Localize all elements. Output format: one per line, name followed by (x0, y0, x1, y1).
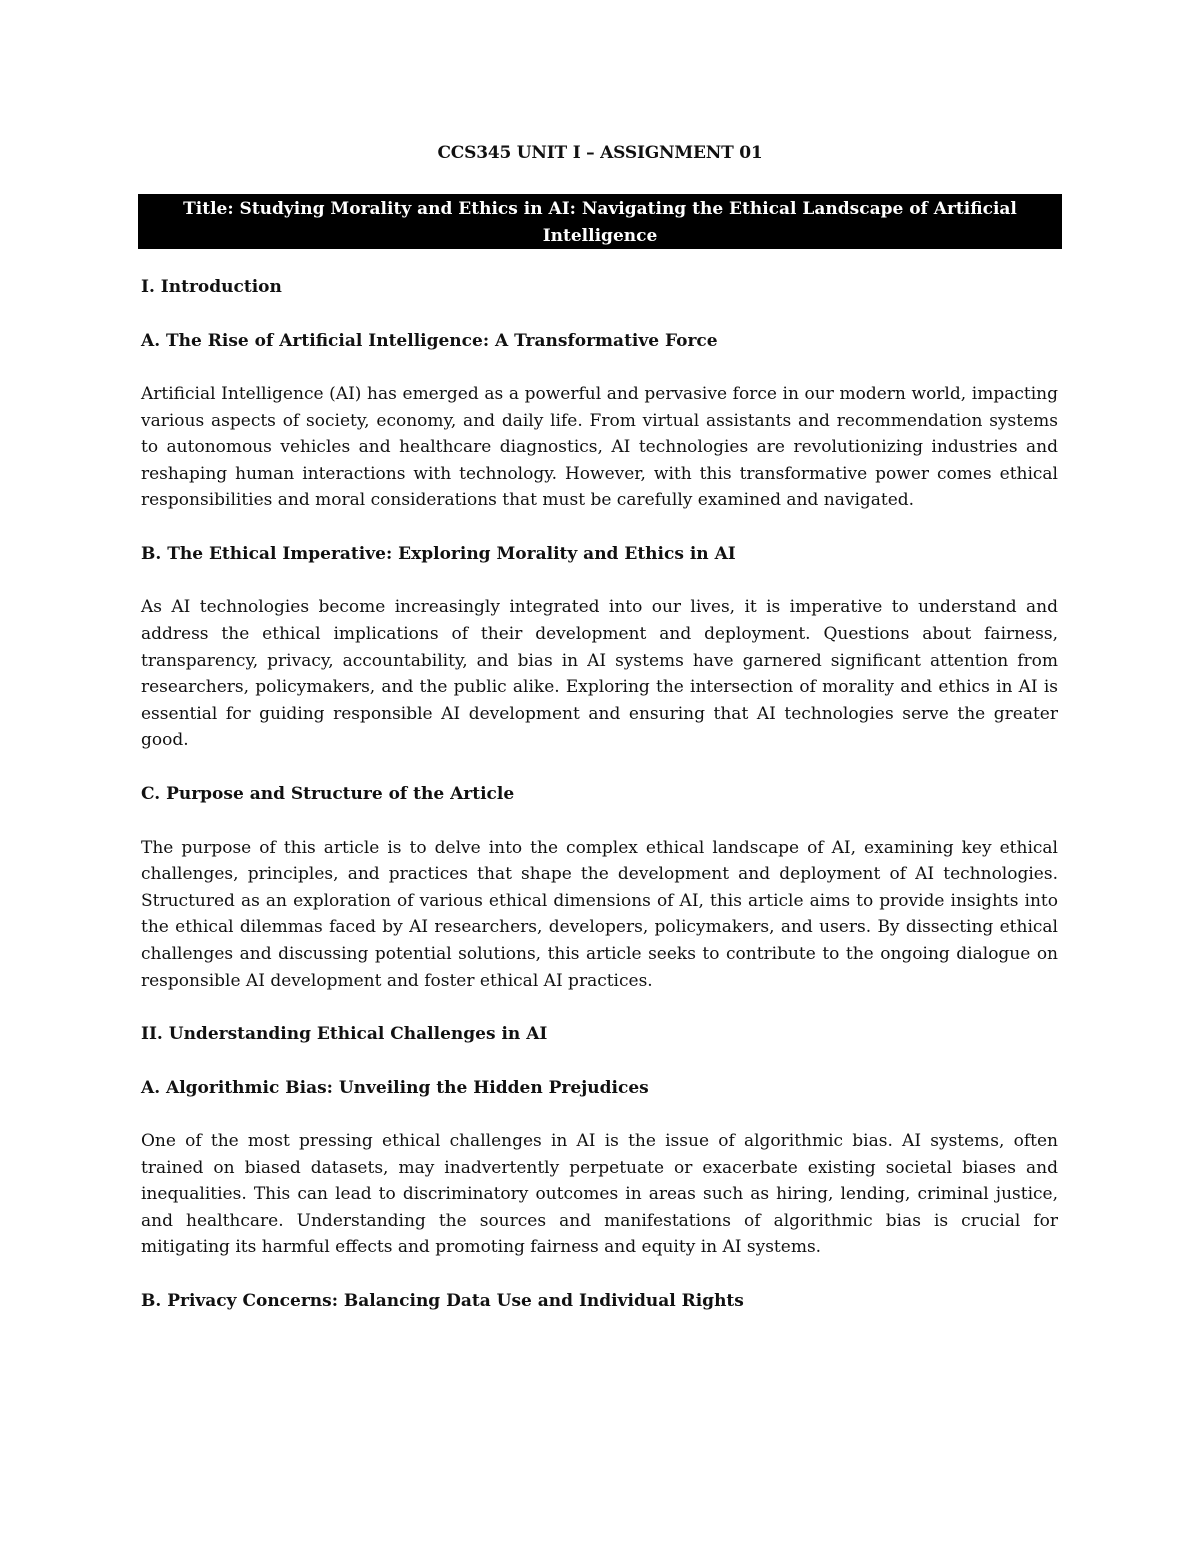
subsection-heading-privacy-concerns: B. Privacy Concerns: Balancing Data Use and Individual Rights (141, 1291, 744, 1312)
section-heading-introduction: I. Introduction (141, 277, 282, 297)
document-body (141, 274, 1058, 1315)
document-header: CCS345 UNIT I – ASSIGNMENT 01 (437, 143, 763, 163)
paragraph-ethical-imperative: As AI technologies become increasingly integrated into our lives, it is imperative to understand and address the ethical implications of their development and deployment. Questions about fairness, transparency, privacy, accountability, and bias in AI systems have garnered significant attention from researchers, policymakers, and the public alike. Exploring the intersection of morality and ethics in AI is essential for guiding responsible AI development and ensuring that AI technologies serve the greater good. (141, 597, 1058, 751)
subsection-heading-ethical-imperative: B. The Ethical Imperative: Exploring Morality and Ethics in AI (141, 543, 736, 564)
paragraph-rise-of-ai: Artificial Intelligence (AI) has emerged as a powerful and pervasive force in our modern world, impacting various aspects of society, economy, and daily life. From virtual assistants and recommendation systems to autonomous vehicles and healthcare diagnostics, AI technologies are revolutionizing industries and reshaping human interactions with technology. However, with this transformative power comes ethical responsibilities and moral considerations that must be carefully examined and navigated. (141, 384, 1058, 511)
paragraph-purpose-structure: The purpose of this article is to delve into the complex ethical landscape of AI, examining key ethical challenges, principles, and practices that shape the development and deployment of AI technologies. Structured as an exploration of various ethical dimensions of AI, this article aims to provide insights into the ethical dilemmas faced by AI researchers, developers, policymakers, and users. By dissecting ethical challenges and discussing potential solutions, this article seeks to contribute to the ongoing dialogue on responsible AI development and foster ethical AI practices. (141, 837, 1058, 991)
subsection-heading-rise-of-ai: A. The Rise of Artificial Intelligence: A Transformative Force (141, 330, 718, 351)
section-heading-ethical-challenges: II. Understanding Ethical Challenges in AI (141, 1024, 548, 1045)
subsection-heading-purpose-structure: C. Purpose and Structure of the Article (141, 784, 515, 805)
document-title-banner: Title: Studying Morality and Ethics in AI: Navigating the Ethical Landscape of Artificial Intelligence (138, 194, 1062, 249)
paragraph-algorithmic-bias: One of the most pressing ethical challenges in AI is the issue of algorithmic bias. AI systems, often trained on biased datasets, may inadvertently perpetuate or exacerbate existing societal biases and inequalities. This can lead to discriminatory outcomes in areas such as hiring, lending, criminal justice, and healthcare. Understanding the sources and manifestations of algorithmic bias is crucial for mitigating its harmful effects and promoting fairness and equity in AI systems. (141, 1131, 1058, 1258)
subsection-heading-algorithmic-bias: A. Algorithmic Bias: Unveiling the Hidden Prejudices (141, 1077, 649, 1098)
